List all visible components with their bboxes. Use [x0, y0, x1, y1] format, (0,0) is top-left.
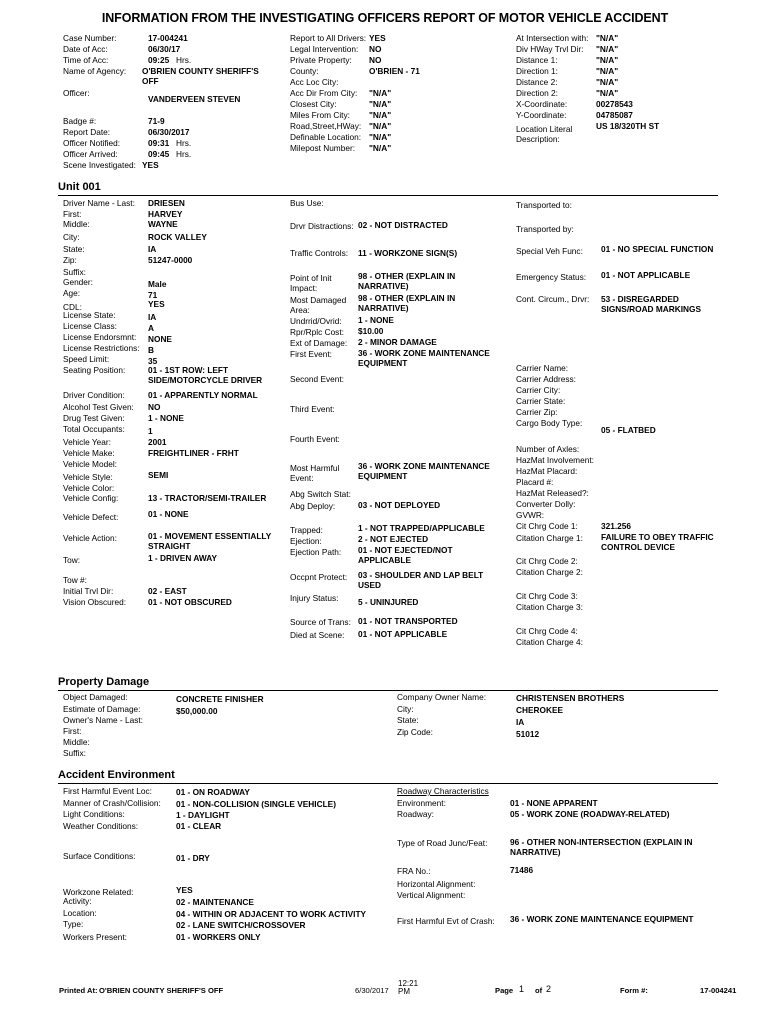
trapped-label: Trapped: — [290, 525, 323, 535]
workers-present-value: 01 - WORKERS ONLY — [176, 931, 261, 942]
workzone-related-label: Workzone Related: — [63, 886, 134, 897]
acc-loc-city-label: Acc Loc City: — [290, 77, 339, 87]
county-label: County: — [290, 66, 319, 76]
roadway-characteristics-heading: Roadway Characteristics — [397, 786, 489, 796]
owner-first-label: First: — [63, 726, 82, 736]
x-coordinate-label: X-Coordinate: — [516, 99, 568, 109]
fra-no-label: FRA No.: — [397, 866, 431, 876]
date-of-acc-label: Date of Acc: — [63, 44, 108, 54]
header-mid-col — [290, 33, 500, 154]
special-veh-func-value: 01 - NO SPECIAL FUNCTION — [601, 244, 714, 254]
property-zip-value: 51012 — [516, 728, 540, 739]
driver-first-value: HARVEY — [148, 208, 183, 219]
object-damaged-label: Object Damaged: — [63, 692, 128, 702]
company-owner-value: CHRISTENSEN BROTHERS — [516, 693, 625, 703]
carrier-address-label: Carrier Address: — [516, 374, 576, 384]
officer-arrived-value: 09:45 — [148, 149, 170, 159]
milepost-value: "N/A" — [369, 143, 392, 153]
date-of-acc-value: 06/30/17 — [148, 44, 181, 54]
transported-by-label: Transported by: — [516, 224, 574, 234]
roadway-value: 05 - WORK ZONE (ROADWAY-RELATED) — [510, 809, 670, 819]
cit-charge-4-label: Citation Charge 4: — [516, 636, 583, 647]
emergency-status-label: Emergency Status: — [516, 272, 587, 282]
driver-last-label: Driver Name - Last: — [63, 198, 135, 208]
vehicle-style-label: Vehicle Style: — [63, 471, 113, 482]
estimate-damage-value: $50,000.00 — [176, 705, 218, 716]
vehicle-action-label: Vehicle Action: — [63, 533, 117, 544]
vehicle-action-value: 01 - MOVEMENT ESSENTIALLY STRAIGHT — [148, 531, 272, 552]
x-coordinate-value: 00278543 — [596, 99, 633, 109]
print-date: 6/30/2017 — [355, 986, 389, 995]
page-title: INFORMATION FROM THE INVESTIGATING OFFICERS REPORT OF MOTOR VEHICLE ACCIDENT — [101, 11, 669, 25]
acc-dir-label: Acc Dir From City: — [290, 88, 358, 98]
agency-value: O'BRIEN COUNTY SHERIFF'S OFF — [142, 66, 259, 86]
cit-charge-1-label: Citation Charge 1: — [516, 532, 583, 543]
age-label: Age: — [63, 288, 81, 299]
y-coordinate-value: 04785087 — [596, 110, 633, 120]
injury-status-label: Injury Status: — [290, 592, 339, 603]
print-time: 12:21 PM — [398, 979, 419, 996]
first-harmful-loc-value: 01 - ON ROADWAY — [176, 787, 250, 797]
driver-middle-value: WAYNE — [148, 219, 178, 230]
cargo-body-label: Cargo Body Type: — [516, 418, 583, 428]
total-occupants-value: 1 — [148, 425, 153, 436]
rpr-cost-label: Rpr/Rplc Cost: — [290, 327, 344, 337]
second-event-label: Second Event: — [290, 374, 344, 384]
most-harmful-value: 36 - WORK ZONE MAINTENANCE EQUIPMENT — [358, 461, 490, 481]
vehicle-config-value: 13 - TRACTOR/SEMI-TRAILER — [148, 493, 267, 504]
alcohol-test-label: Alcohol Test Given: — [63, 402, 134, 413]
license-state-value: IA — [148, 312, 157, 323]
driver-condition-label: Driver Condition: — [63, 390, 125, 401]
point-of-impact-value: 98 - OTHER (EXPLAIN IN NARRATIVE) — [358, 271, 456, 291]
manner-crash-value: 01 - NON-COLLISION (SINGLE VEHICLE) — [176, 798, 336, 809]
cit-charge-2-label: Citation Charge 2: — [516, 566, 583, 577]
page-number: 1 — [519, 984, 525, 994]
object-damaged-value: CONCRETE FINISHER — [176, 694, 264, 704]
drvr-distractions-label: Drvr Distractions: — [290, 221, 354, 231]
placard-number-label: Placard #: — [516, 477, 554, 487]
form-number: 17-004241 — [700, 986, 737, 995]
carrier-name-label: Carrier Name: — [516, 363, 569, 373]
surface-conditions-value: 01 - DRY — [176, 852, 210, 863]
environment-value: 01 - NONE APPARENT — [510, 797, 598, 808]
page-label: Page — [495, 986, 514, 995]
drvr-distractions-value: 02 - NOT DISTRACTED — [358, 220, 448, 230]
scene-investigated-value: YES — [142, 160, 159, 170]
traffic-controls-label: Traffic Controls: — [290, 248, 349, 258]
definable-location-label: Definable Location: — [290, 132, 362, 142]
property-damage-heading: Property Damage — [58, 676, 150, 688]
first-event-value: 36 - WORK ZONE MAINTENANCE EQUIPMENT — [358, 348, 490, 368]
abg-switch-label: Abg Switch Stat: — [290, 489, 351, 499]
unit-divider — [58, 195, 718, 196]
cit-code-1-value: 321.256 — [601, 521, 631, 531]
license-class-value: A — [148, 323, 154, 334]
vehicle-defect-label: Vehicle Defect: — [63, 512, 119, 523]
vision-obscured-label: Vision Obscured: — [63, 597, 127, 608]
driver-zip-label: Zip: — [63, 255, 77, 266]
source-of-trans-value: 01 - NOT TRANSPORTED — [358, 615, 458, 626]
converter-dolly-label: Converter Dolly: — [516, 499, 576, 509]
cit-code-3-label: Cit Chrg Code 3: — [516, 590, 578, 601]
property-right-col — [397, 692, 717, 738]
traffic-controls-value: 11 - WORKZONE SIGN(S) — [358, 248, 458, 258]
vehicle-make-label: Vehicle Make: — [63, 447, 115, 458]
officer-label: Officer: — [63, 88, 90, 98]
legal-intervention-label: Legal Intervention: — [290, 44, 359, 54]
case-number-value: 17-004241 — [148, 33, 188, 43]
number-axles-label: Number of Axles: — [516, 444, 580, 454]
tow-number-label: Tow #: — [63, 575, 87, 586]
cont-circum-value: 53 - DISREGARDED SIGNS/ROAD MARKINGS — [601, 294, 702, 314]
abg-deploy-value: 03 - NOT DEPLOYED — [358, 500, 441, 510]
third-event-label: Third Event: — [290, 404, 335, 414]
license-state-label: License State: — [63, 310, 116, 321]
workzone-related-value: YES — [176, 884, 193, 895]
died-at-scene-label: Died at Scene: — [290, 629, 345, 640]
environment-label: Environment: — [397, 797, 446, 808]
distance-2-value: "N/A" — [596, 77, 619, 87]
first-harmful-crash-value: 36 - WORK ZONE MAINTENANCE EQUIPMENT — [510, 914, 694, 924]
undrrid-value: 1 - NONE — [358, 315, 394, 325]
miles-from-city-label: Miles From City: — [290, 110, 350, 120]
header-left-col — [63, 33, 283, 171]
vehicle-make-value: FREIGHTLINER - FRHT — [148, 447, 239, 458]
license-restrictions-value: B — [148, 345, 154, 356]
occpnt-protect-label: Occpnt Protect: — [290, 571, 348, 582]
road-junc-value: 96 - OTHER NON-INTERSECTION (EXPLAIN IN NARRATIVE) — [510, 837, 693, 857]
vehicle-config-label: Vehicle Config: — [63, 493, 119, 504]
carrier-city-label: Carrier City: — [516, 385, 561, 395]
road-junc-label: Type of Road Junc/Feat: — [397, 838, 488, 848]
accident-environment-heading: Accident Environment — [58, 769, 175, 781]
light-conditions-label: Light Conditions: — [63, 809, 125, 819]
undrrid-label: Undrrid/Ovrid: — [290, 316, 342, 326]
activity-value: 02 - MAINTENANCE — [176, 897, 254, 907]
form-label: Form #: — [620, 986, 648, 995]
at-intersection-value: "N/A" — [596, 33, 619, 43]
distance-2-label: Distance 2: — [516, 77, 558, 87]
type-label: Type: — [63, 919, 84, 929]
at-intersection-label: At Intersection with: — [516, 33, 589, 43]
driver-zip-value: 51247-0000 — [148, 255, 193, 266]
seating-position-label: Seating Position: — [63, 365, 126, 376]
manner-crash-label: Manner of Crash/Collision: — [63, 797, 161, 808]
cit-code-4-label: Cit Chrg Code 4: — [516, 625, 578, 636]
hazmat-involvement-label: HazMat Involvement: — [516, 455, 594, 465]
carrier-state-label: Carrier State: — [516, 396, 566, 406]
environment-right-col — [397, 786, 727, 928]
property-state-label: State: — [397, 715, 419, 725]
driver-middle-label: Middle: — [63, 219, 90, 230]
unit-mid-col — [290, 198, 512, 640]
vertical-alignment-label: Vertical Alignment: — [397, 890, 466, 900]
report-date-value: 06/30/2017 — [148, 127, 190, 137]
first-harmful-crash-label: First Harmful Evt of Crash: — [397, 916, 495, 926]
vehicle-model-label: Vehicle Model: — [63, 458, 117, 469]
cdl-label: CDL: — [63, 302, 82, 313]
speed-limit-label: Speed Limit: — [63, 354, 110, 365]
driver-suffix-label: Suffix: — [63, 266, 86, 277]
license-class-label: License Class: — [63, 321, 117, 332]
license-endorsement-value: NONE — [148, 334, 172, 345]
seating-position-value: 01 - 1ST ROW: LEFT SIDE/MOTORCYCLE DRIVER — [148, 365, 263, 386]
badge-label: Badge #: — [63, 116, 97, 126]
road-street-label: Road,Street,HWay: — [290, 121, 362, 131]
closest-city-label: Closest City: — [290, 99, 337, 109]
direction-2-value: "N/A" — [596, 88, 619, 98]
owner-last-label: Owner's Name - Last: — [63, 715, 143, 725]
officer-arrived-unit: Hrs. — [176, 149, 192, 159]
occpnt-protect-value: 03 - SHOULDER AND LAP BELT USED — [358, 569, 484, 590]
tow-value: 1 - DRIVEN AWAY — [148, 553, 218, 564]
driver-last-value: DRIESEN — [148, 198, 185, 208]
owner-suffix-label: Suffix: — [63, 748, 86, 758]
vehicle-defect-value: 01 - NONE — [148, 509, 189, 520]
scene-investigated-label: Scene Investigated: — [63, 160, 136, 170]
emergency-status-value: 01 - NOT APPLICABLE — [601, 270, 691, 280]
unit-left-col — [63, 198, 288, 608]
miles-from-city-value: "N/A" — [369, 110, 392, 120]
unit-heading: Unit 001 — [58, 181, 101, 193]
private-property-value: NO — [369, 55, 382, 65]
time-of-acc-label: Time of Acc: — [63, 55, 109, 65]
alcohol-test-value: NO — [148, 402, 161, 413]
source-of-trans-label: Source of Trans: — [290, 616, 351, 627]
report-all-drivers-label: Report to All Drivers: — [290, 33, 367, 43]
type-value: 02 - LANE SWITCH/CROSSOVER — [176, 920, 306, 930]
driver-state-value: IA — [148, 243, 157, 254]
location-literal-value: US 18/320TH ST — [596, 121, 660, 131]
transported-to-label: Transported to: — [516, 200, 572, 210]
driver-city-value: ROCK VALLEY — [148, 232, 207, 243]
distance-1-label: Distance 1: — [516, 55, 558, 65]
property-divider — [58, 690, 718, 691]
of-label: of — [535, 986, 543, 995]
printed-at-label: Printed At: — [59, 986, 98, 995]
property-city-label: City: — [397, 703, 414, 714]
environment-left-col — [63, 786, 393, 942]
cit-charge-3-label: Citation Charge 3: — [516, 601, 583, 612]
died-at-scene-value: 01 - NOT APPLICABLE — [358, 628, 448, 639]
hazmat-released-label: HazMat Released?: — [516, 488, 589, 498]
header-right-col — [516, 33, 726, 143]
distance-1-value: "N/A" — [596, 55, 619, 65]
age-value: 71 — [148, 290, 158, 301]
ext-damage-value: 2 - MINOR DAMAGE — [358, 337, 437, 347]
report-date-label: Report Date: — [63, 127, 111, 137]
total-occupants-label: Total Occupants: — [63, 423, 125, 434]
ejection-label: Ejection: — [290, 536, 322, 546]
case-number-label: Case Number: — [63, 33, 117, 43]
property-zip-label: Zip Code: — [397, 726, 433, 737]
driver-condition-value: 01 - APPARENTLY NORMAL — [148, 390, 258, 401]
gvwr-label: GVWR: — [516, 510, 545, 520]
abg-deploy-label: Abg Deploy: — [290, 501, 336, 511]
road-street-value: "N/A" — [369, 121, 392, 131]
tow-label: Tow: — [63, 555, 81, 566]
fourth-event-label: Fourth Event: — [290, 434, 340, 444]
owner-middle-label: Middle: — [63, 737, 90, 747]
y-coordinate-label: Y-Coordinate: — [516, 110, 567, 120]
driver-first-label: First: — [63, 208, 82, 219]
license-endorsement-label: License Endorsmnt: — [63, 332, 137, 343]
private-property-label: Private Property: — [290, 55, 352, 65]
unit-right-col — [516, 198, 731, 648]
first-event-label: First Event: — [290, 349, 332, 359]
most-damaged-label: Most Damaged Area: — [290, 295, 347, 315]
time-of-acc-unit: Hrs. — [176, 55, 192, 65]
point-of-impact-label: Point of Init Impact: — [290, 273, 332, 293]
special-veh-func-label: Special Veh Func: — [516, 246, 583, 256]
report-all-drivers-value: YES — [369, 33, 386, 43]
milepost-label: Milepost Number: — [290, 143, 356, 153]
cdl-value: YES — [148, 299, 165, 310]
vehicle-style-value: SEMI — [148, 469, 169, 480]
weather-conditions-label: Weather Conditions: — [63, 820, 139, 831]
fra-no-value: 71486 — [510, 865, 534, 875]
injury-status-value: 5 - UNINJURED — [358, 596, 419, 607]
vehicle-year-value: 2001 — [148, 436, 167, 447]
driver-state-label: State: — [63, 243, 85, 254]
environment-divider — [58, 783, 718, 784]
cit-code-1-label: Cit Chrg Code 1: — [516, 521, 578, 531]
officer-arrived-label: Officer Arrived: — [63, 149, 118, 159]
estimate-damage-label: Estimate of Damage: — [63, 703, 141, 714]
officer-notified-label: Officer Notified: — [63, 138, 121, 148]
property-state-value: IA — [516, 717, 525, 727]
property-left-col — [63, 692, 383, 759]
ejection-path-label: Ejection Path: — [290, 546, 342, 557]
location-value: 04 - WITHIN OR ADJACENT TO WORK ACTIVITY — [176, 908, 367, 919]
driver-city-label: City: — [63, 232, 80, 243]
gender-label: Gender: — [63, 277, 93, 288]
initial-travel-dir-label: Initial Trvl Dir: — [63, 586, 114, 597]
initial-travel-dir-value: 02 - EAST — [148, 586, 187, 597]
cont-circum-label: Cont. Circum., Drvr: — [516, 294, 590, 304]
ejection-path-value: 01 - NOT EJECTED/NOT APPLICABLE — [358, 544, 453, 565]
page-total: 2 — [546, 984, 552, 994]
officer-notified-value: 09:31 — [148, 138, 170, 148]
officer-value: VANDERVEEN STEVEN — [148, 94, 241, 104]
location-literal-label: Location Literal Description: — [516, 124, 573, 144]
surface-conditions-label: Surface Conditions: — [63, 850, 136, 861]
div-hway-value: "N/A" — [596, 44, 619, 54]
license-restrictions-label: License Restrictions: — [63, 343, 140, 354]
time-of-acc-value: 09:25 — [148, 55, 170, 65]
roadway-label: Roadway: — [397, 809, 434, 819]
location-label: Location: — [63, 907, 97, 918]
cit-code-2-label: Cit Chrg Code 2: — [516, 555, 578, 566]
legal-intervention-value: NO — [369, 44, 382, 54]
drug-test-value: 1 - NONE — [148, 412, 184, 423]
agency-label: Name of Agency: — [63, 66, 127, 76]
direction-2-label: Direction 2: — [516, 88, 558, 98]
trapped-value: 1 - NOT TRAPPED/APPLICABLE — [358, 523, 485, 533]
cargo-body-value: 05 - FLATBED — [601, 425, 656, 435]
cit-charge-1-value: FAILURE TO OBEY TRAFFIC CONTROL DEVICE — [601, 531, 714, 552]
printed-at-value: O'BRIEN COUNTY SHERIFF'S OFF — [99, 986, 224, 995]
weather-conditions-value: 01 - CLEAR — [176, 820, 222, 831]
ejection-value: 2 - NOT EJECTED — [358, 534, 429, 544]
horizontal-alignment-label: Horizontal Alignment: — [397, 879, 476, 889]
acc-dir-value: "N/A" — [369, 88, 392, 98]
vehicle-year-label: Vehicle Year: — [63, 436, 111, 447]
ext-damage-label: Ext of Damage: — [290, 338, 348, 348]
vision-obscured-value: 01 - NOT OBSCURED — [148, 597, 232, 608]
gender-value: Male — [148, 279, 167, 290]
most-damaged-value: 98 - OTHER (EXPLAIN IN NARRATIVE) — [358, 293, 456, 313]
direction-1-label: Direction 1: — [516, 66, 558, 76]
div-hway-label: Div HWay Trvl Dir: — [516, 44, 584, 54]
rpr-cost-value: $10.00 — [358, 326, 384, 336]
officer-notified-unit: Hrs. — [176, 138, 192, 148]
workers-present-label: Workers Present: — [63, 931, 127, 942]
county-value: O'BRIEN - 71 — [369, 66, 420, 76]
company-owner-label: Company Owner Name: — [397, 692, 486, 702]
most-harmful-label: Most Harmful Event: — [290, 463, 340, 483]
bus-use-label: Bus Use: — [290, 198, 324, 208]
drug-test-label: Drug Test Given: — [63, 412, 125, 423]
property-city-value: CHEROKEE — [516, 704, 564, 715]
carrier-zip-label: Carrier Zip: — [516, 407, 558, 417]
definable-location-value: "N/A" — [369, 132, 392, 142]
first-harmful-loc-label: First Harmful Event Loc: — [63, 786, 152, 796]
badge-value: 71-9 — [148, 116, 165, 126]
activity-label: Activity: — [63, 896, 92, 906]
hazmat-placard-label: HazMat Placard: — [516, 466, 578, 476]
light-conditions-value: 1 - DAYLIGHT — [176, 810, 230, 820]
closest-city-value: "N/A" — [369, 99, 392, 109]
speed-limit-value: 35 — [148, 356, 158, 367]
direction-1-value: "N/A" — [596, 66, 619, 76]
vehicle-color-label: Vehicle Color: — [63, 482, 115, 493]
